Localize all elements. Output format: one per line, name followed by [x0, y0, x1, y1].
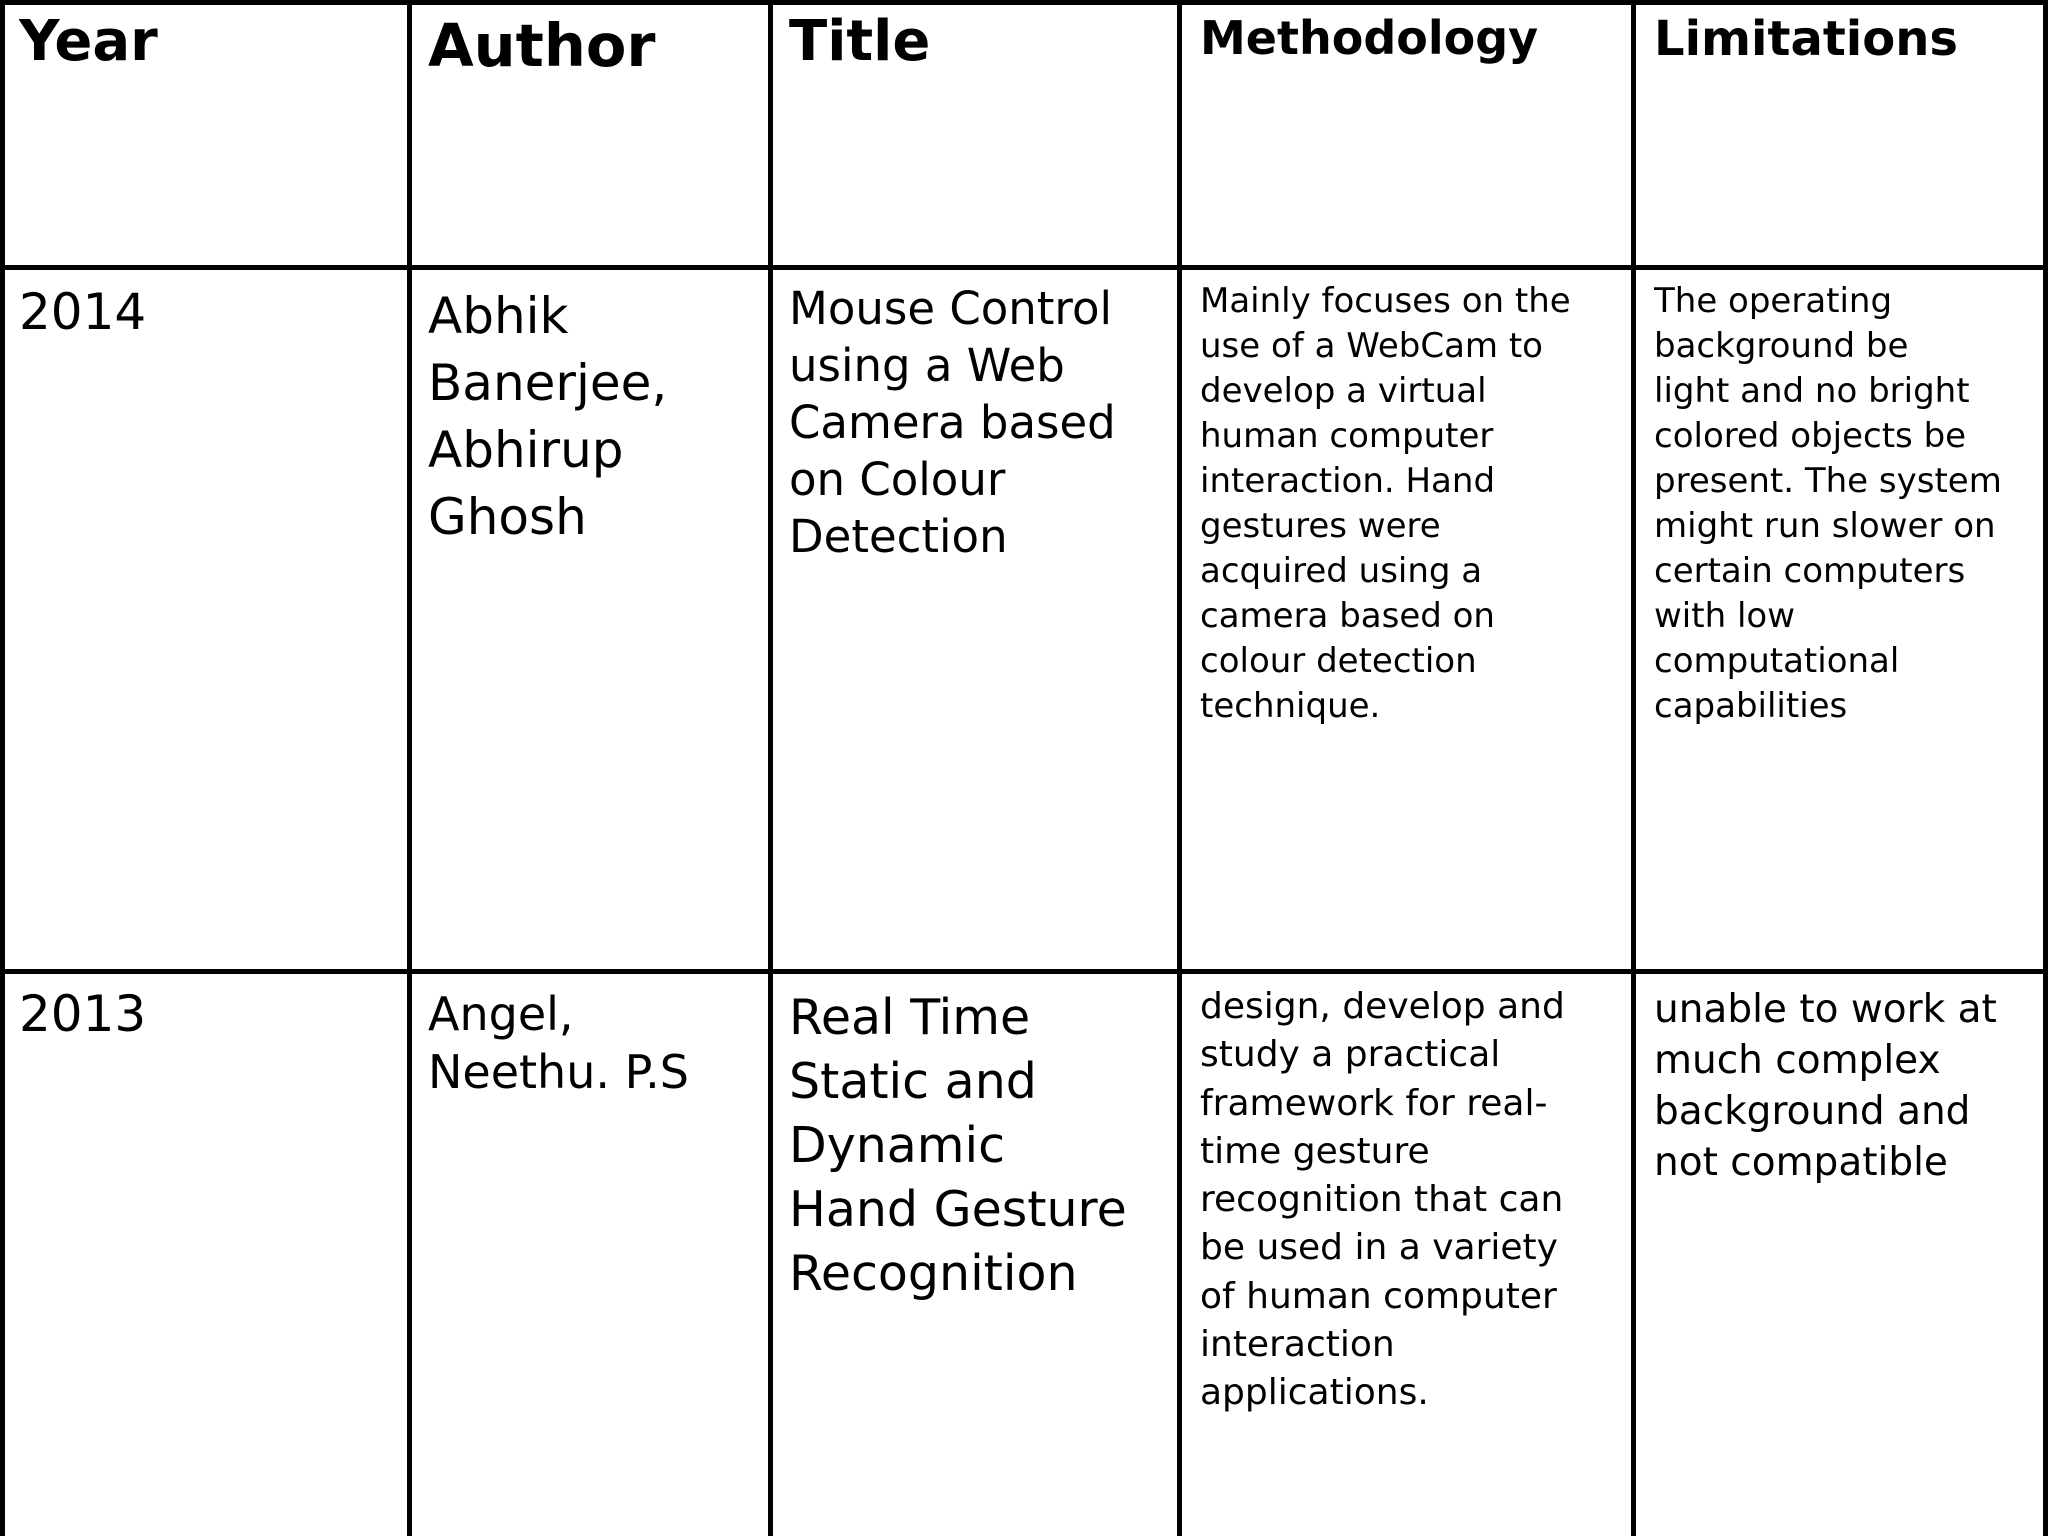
- row1-author: Abhik Banerjee, Abhirup Ghosh: [428, 287, 668, 546]
- row2-author: Angel, Neethu. P.S: [428, 987, 689, 1099]
- row1-title: Mouse Control using a Web Camera based on Colour Detection: [789, 282, 1116, 563]
- row2-methodology: design, develop and study a practical framework for real- time gesture recognition that can be used in a variety of human computer interaction applications.: [1200, 986, 1565, 1414]
- column-divider: [1177, 0, 1182, 1536]
- row1-year: 2014: [19, 283, 147, 341]
- row-divider: [0, 0, 2048, 5]
- column-divider: [407, 0, 412, 1536]
- column-divider: [0, 0, 5, 1536]
- header-limitations: Limitations: [1654, 12, 1958, 67]
- row-divider: [0, 265, 2048, 270]
- column-divider: [1631, 0, 1636, 1536]
- row1-limitations: The operating background be light and no bright colored objects be present. The system might run slower on certain computers with low computational capabilities: [1654, 281, 2002, 726]
- header-title: Title: [789, 10, 931, 74]
- column-divider: [768, 0, 773, 1536]
- row1-methodology: Mainly focuses on the use of a WebCam to develop a virtual human computer interaction. Hand gestures were acquired using a camera based on colour detection technique.: [1200, 281, 1571, 726]
- row2-title: Real Time Static and Dynamic Hand Gesture Recognition: [789, 989, 1127, 1302]
- header-year: Year: [19, 10, 158, 74]
- header-methodology: Methodology: [1200, 12, 1539, 65]
- column-divider: [2043, 0, 2048, 1536]
- row-divider: [0, 969, 2048, 974]
- row2-limitations: unable to work at much complex background and not compatible: [1654, 987, 1997, 1185]
- row2-year: 2013: [19, 985, 147, 1043]
- header-author: Author: [428, 12, 656, 80]
